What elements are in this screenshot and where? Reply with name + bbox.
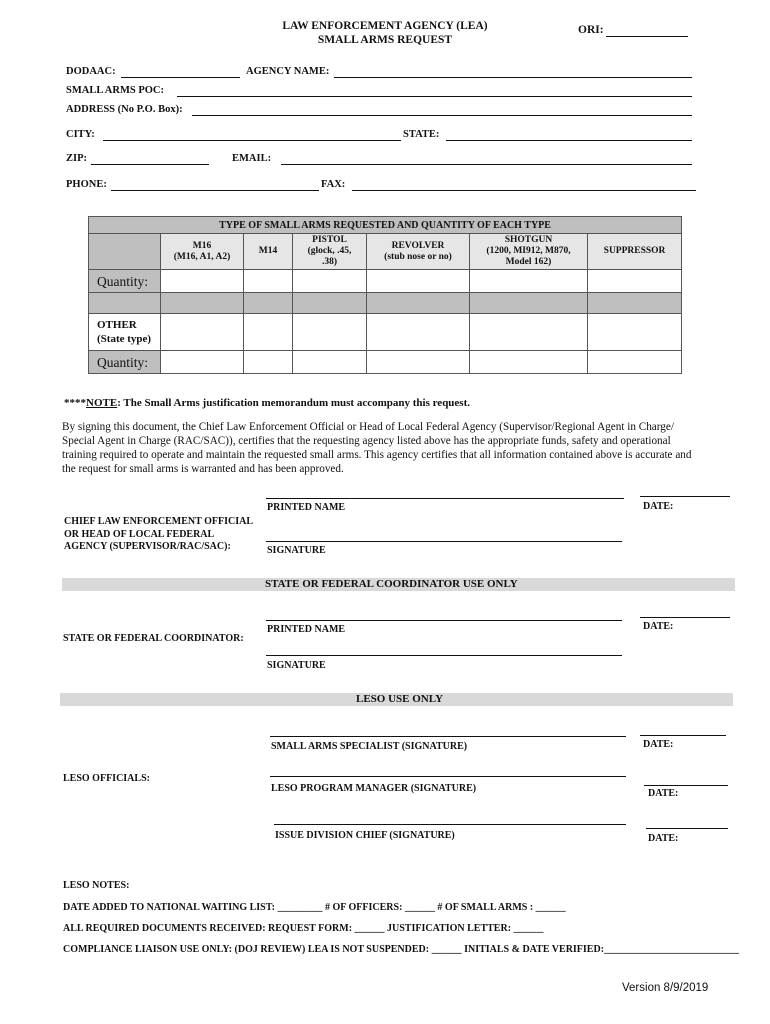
zip-label: ZIP: xyxy=(66,153,87,164)
chief-signature-label: SIGNATURE xyxy=(267,545,326,556)
quantity-cell[interactable] xyxy=(470,270,588,293)
quantity-cell[interactable] xyxy=(470,351,588,374)
city-field[interactable] xyxy=(103,140,401,141)
ori-label: ORI: xyxy=(578,24,604,36)
quantity-label-2: Quantity: xyxy=(89,351,161,374)
table-heading: TYPE OF SMALL ARMS REQUESTED AND QUANTITY OF EACH TYPE xyxy=(89,217,682,234)
dodaac-field[interactable] xyxy=(121,77,240,78)
specialist-date-line[interactable] xyxy=(640,735,726,736)
shaded-cell xyxy=(244,293,293,314)
chief-official-label: CHIEF LAW ENFORCEMENT OFFICIAL OR HEAD OF LOCAL FEDERAL AGENCY (SUPERVISOR/RAC/SAC): xyxy=(64,516,254,552)
shaded-cell xyxy=(367,293,470,314)
certification-text: By signing this document, the Chief Law Enforcement Official or Head of Local Federal Agency (Supervisor/Regional Agent in Charge/ Special Agent in Charge (RAC/SAC)), certifies that the requesting agency listed above has the appropriate funds, safety and operational training required to operate and maintain the requested small arms. This agency certifies that all information contained above is accurate and the request for small arms is warranted and has been approved. xyxy=(62,421,692,475)
notes-waiting-list: DATE ADDED TO NATIONAL WAITING LIST: _________ # OF OFFICERS: ______ # OF SMALL ARMS : ______ xyxy=(63,902,566,913)
coordinator-signature-label: SIGNATURE xyxy=(267,660,326,671)
quantity-cell[interactable] xyxy=(244,270,293,293)
division-chief-date-label: DATE: xyxy=(648,833,679,844)
quantity-cell[interactable] xyxy=(244,351,293,374)
state-label: STATE: xyxy=(403,129,440,140)
shaded-cell xyxy=(588,293,682,314)
coordinator-date-label: DATE: xyxy=(643,621,674,632)
other-type-cell[interactable] xyxy=(470,314,588,351)
form-title xyxy=(0,20,770,46)
quantity-cell[interactable] xyxy=(293,270,367,293)
type-pistol: PISTOL (glock, .45, .38) xyxy=(293,234,367,270)
note: ****NOTE: The Small Arms justification memorandum must accompany this request. xyxy=(64,397,471,409)
coordinator-section-title: STATE OR FEDERAL COORDINATOR USE ONLY xyxy=(265,578,518,590)
email-label: EMAIL: xyxy=(232,153,272,164)
title-line-1: LAW ENFORCEMENT AGENCY (LEA) xyxy=(282,20,488,32)
manager-date-line[interactable] xyxy=(644,785,728,786)
ori-field[interactable] xyxy=(606,36,688,37)
coordinator-signature-line[interactable] xyxy=(266,655,622,656)
type-m16: M16 (M16, A1, A2) xyxy=(161,234,244,270)
coordinator-printed-name-label: PRINTED NAME xyxy=(267,624,346,635)
other-type-cell[interactable] xyxy=(367,314,470,351)
division-chief-signature-label: ISSUE DIVISION CHIEF (SIGNATURE) xyxy=(275,830,455,841)
quantity-cell[interactable] xyxy=(161,270,244,293)
manager-signature-line[interactable] xyxy=(270,776,626,777)
fax-label: FAX: xyxy=(321,179,346,190)
phone-field[interactable] xyxy=(111,190,319,191)
type-revolver: REVOLVER (stub nose or no) xyxy=(367,234,470,270)
notes-compliance: COMPLIANCE LIAISON USE ONLY: (DOJ REVIEW) LEA IS NOT SUSPENDED: ______ INITIALS & DATE VERIFIED:___________________________ xyxy=(63,944,740,955)
chief-date-label: DATE: xyxy=(643,501,674,512)
phone-label: PHONE: xyxy=(66,179,107,190)
specialist-date-label: DATE: xyxy=(643,739,674,750)
other-type-cell[interactable] xyxy=(588,314,682,351)
leso-officials-label: LESO OFFICIALS: xyxy=(63,773,150,784)
manager-date-label: DATE: xyxy=(648,788,679,799)
quantity-cell[interactable] xyxy=(293,351,367,374)
type-shotgun: SHOTGUN (1200, MI912, M870, Model 162) xyxy=(470,234,588,270)
other-type-cell[interactable] xyxy=(161,314,244,351)
type-m14: M14 xyxy=(244,234,293,270)
chief-printed-name-line[interactable] xyxy=(266,498,624,499)
shaded-cell xyxy=(161,293,244,314)
coordinator-date-line[interactable] xyxy=(640,617,730,618)
leso-notes-title: LESO NOTES: xyxy=(63,880,130,891)
fax-field[interactable] xyxy=(352,190,696,191)
manager-signature-label: LESO PROGRAM MANAGER (SIGNATURE) xyxy=(271,783,477,794)
other-type-cell[interactable] xyxy=(244,314,293,351)
quantity-cell[interactable] xyxy=(588,270,682,293)
chief-signature-line[interactable] xyxy=(266,541,622,542)
small-arms-table xyxy=(88,216,682,374)
dodaac-label: DODAAC: xyxy=(66,66,116,77)
quantity-cell[interactable] xyxy=(367,351,470,374)
city-label: CITY: xyxy=(66,129,95,140)
poc-field[interactable] xyxy=(177,96,692,97)
other-label: OTHER (State type) xyxy=(89,314,161,351)
types-label-cell xyxy=(89,234,161,270)
agency-name-label: AGENCY NAME: xyxy=(246,66,330,77)
leso-section-title: LESO USE ONLY xyxy=(356,693,444,705)
chief-date-line[interactable] xyxy=(640,496,730,497)
title-line-2: SMALL ARMS REQUEST xyxy=(317,34,453,46)
specialist-signature-line[interactable] xyxy=(270,736,626,737)
quantity-cell[interactable] xyxy=(161,351,244,374)
agency-name-field[interactable] xyxy=(334,77,692,78)
type-suppressor: SUPPRESSOR xyxy=(588,234,682,270)
version-label: Version 8/9/2019 xyxy=(622,982,709,994)
division-chief-date-line[interactable] xyxy=(646,828,728,829)
shaded-cell xyxy=(89,293,161,314)
specialist-signature-label: SMALL ARMS SPECIALIST (SIGNATURE) xyxy=(271,741,468,752)
address-field[interactable] xyxy=(192,115,692,116)
notes-documents-received: ALL REQUIRED DOCUMENTS RECEIVED: REQUEST FORM: ______ JUSTIFICATION LETTER: ______ xyxy=(63,923,544,934)
quantity-cell[interactable] xyxy=(367,270,470,293)
email-field[interactable] xyxy=(281,164,692,165)
division-chief-signature-line[interactable] xyxy=(274,824,626,825)
address-label: ADDRESS (No P.O. Box): xyxy=(66,104,183,115)
quantity-label: Quantity: xyxy=(89,270,161,293)
poc-label: SMALL ARMS POC: xyxy=(66,85,165,96)
other-type-cell[interactable] xyxy=(293,314,367,351)
zip-field[interactable] xyxy=(91,164,209,165)
shaded-cell xyxy=(293,293,367,314)
state-field[interactable] xyxy=(446,140,692,141)
chief-printed-name-label: PRINTED NAME xyxy=(267,502,346,513)
shaded-cell xyxy=(470,293,588,314)
quantity-cell[interactable] xyxy=(588,351,682,374)
coordinator-printed-name-line[interactable] xyxy=(266,620,622,621)
coordinator-label: STATE OR FEDERAL COORDINATOR: xyxy=(63,633,244,644)
